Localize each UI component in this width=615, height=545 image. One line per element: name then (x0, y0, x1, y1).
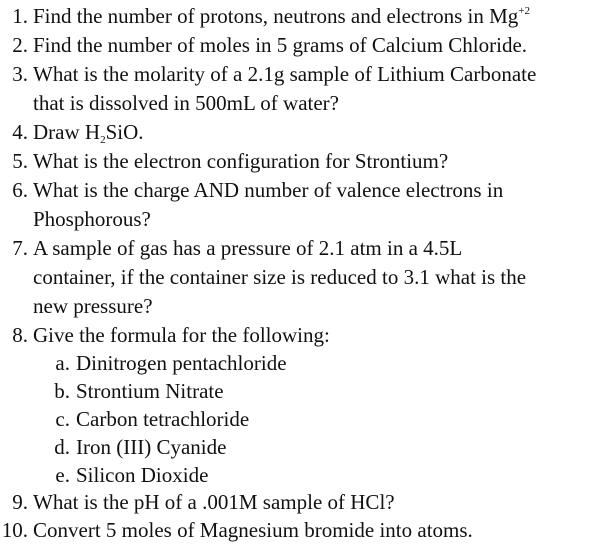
question-number: 2. (12, 33, 28, 57)
question-text: Convert 5 moles of Magnesium bromide into atoms. (33, 518, 473, 542)
subitem-text: Dinitrogen pentachloride (76, 351, 287, 375)
question-number: 7. (12, 236, 28, 260)
question-text: that is dissolved in 500mL of water? (33, 91, 339, 115)
subitem-letter: d. (54, 435, 70, 459)
question-text: Draw H (33, 120, 101, 144)
question-text: A sample of gas has a pressure of 2.1 atm in a 4.5L (33, 236, 463, 260)
formula-subscript: 2 (100, 134, 106, 146)
subitem-text: Iron (III) Cyanide (76, 435, 227, 459)
subitem-letter: a. (55, 351, 70, 375)
question-text: What is the charge AND number of valence electrons in (33, 178, 504, 202)
question-text: Find the number of protons, neutrons and electrons in Mg (33, 4, 519, 28)
question-number: 5. (12, 149, 28, 173)
ion-charge: +2 (518, 5, 530, 17)
question-text: What is the molarity of a 2.1g sample of Lithium Carbonate (33, 62, 537, 86)
subitem-text: Carbon tetrachloride (76, 407, 250, 431)
question-number: 9. (12, 490, 28, 514)
question-text: Find the number of moles in 5 grams of Calcium Chloride. (33, 33, 528, 57)
subitem-text: Strontium Nitrate (76, 379, 224, 403)
subitem-letter: b. (54, 379, 70, 403)
question-text: What is the electron configuration for Strontium? (33, 149, 449, 173)
question-text: Phosphorous? (33, 207, 151, 231)
question-number: 4. (12, 120, 28, 144)
subitem-letter: e. (55, 463, 70, 487)
question-number: 1. (12, 4, 28, 28)
question-text: What is the pH of a .001M sample of HCl? (33, 490, 395, 514)
question-number: 10. (1, 518, 28, 542)
subitem-letter: c. (55, 407, 70, 431)
question-text: Give the formula for the following: (33, 323, 330, 347)
question-text: new pressure? (33, 294, 153, 318)
question-number: 8. (12, 323, 28, 347)
question-text: container, if the container size is reduced to 3.1 what is the (33, 265, 527, 289)
question-number: 3. (12, 62, 28, 86)
question-text: SiO. (105, 120, 144, 144)
subitem-text: Silicon Dioxide (76, 463, 209, 487)
question-number: 6. (12, 178, 28, 202)
